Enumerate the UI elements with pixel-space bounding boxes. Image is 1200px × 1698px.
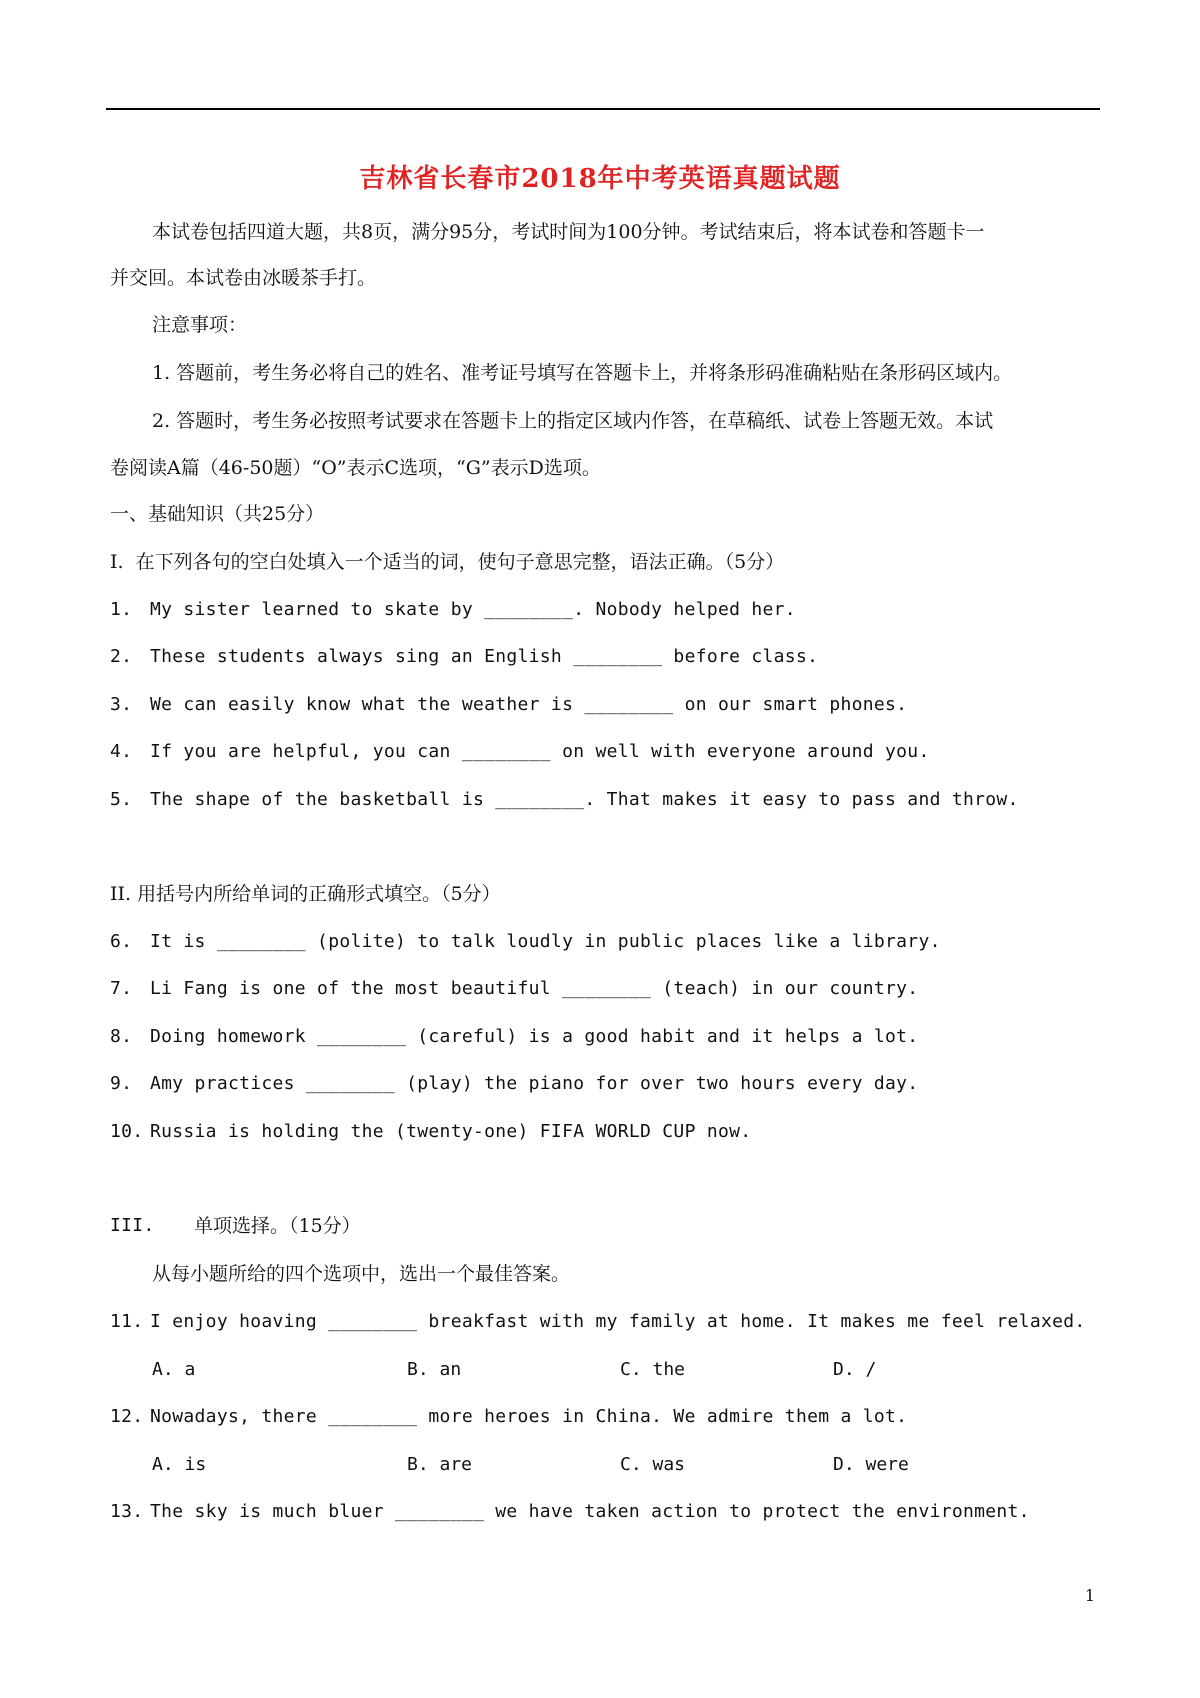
question-number: 3. xyxy=(110,694,133,715)
question-number: 5. xyxy=(110,789,133,810)
question-number: 6. xyxy=(110,931,133,952)
page-title: 吉林省长春市2018年中考英语真题试题 xyxy=(359,164,841,194)
note-2-line-2: 卷阅读A篇（46-50题）“O”表示C选项，“G”表示D选项。 xyxy=(110,457,601,479)
question-number: 8. xyxy=(110,1026,133,1047)
part-iii-heading: 单项选择。（15分） xyxy=(194,1215,361,1237)
question-text: The shape of the basketball is ________. That makes it easy to pass and throw. xyxy=(150,789,1019,810)
question-2 xyxy=(110,643,818,671)
intro-line-1: 本试卷包括四道大题，共8页，满分95分，考试时间为100分钟。考试结束后，将本试卷和答题卡一 xyxy=(152,221,985,243)
intro-line-2: 并交回。本试卷由冰暖茶手打。 xyxy=(110,267,377,289)
question-number: 11. xyxy=(110,1311,144,1332)
question-number: 1. xyxy=(110,599,133,620)
question-7 xyxy=(110,975,918,1003)
note-1: 1. 答题前，考生务必将自己的姓名、准考证号填写在答题卡上，并将条形码准确粘贴在条形码区域内。 xyxy=(152,362,1013,384)
question-11 xyxy=(110,1308,1086,1336)
question-number: 13. xyxy=(110,1501,144,1522)
q12-option-b: B. are xyxy=(407,1454,473,1475)
question-3 xyxy=(110,691,907,719)
q11-option-d: D. / xyxy=(833,1359,877,1380)
question-text: Li Fang is one of the most beautiful ________ (teach) in our country. xyxy=(150,978,919,999)
question-5 xyxy=(110,786,1019,814)
question-number: 9. xyxy=(110,1073,133,1094)
part-iii-label: III. xyxy=(110,1215,155,1236)
question-9 xyxy=(110,1070,918,1098)
question-12 xyxy=(110,1403,907,1431)
question-text: Doing homework ________ (careful) is a good habit and it helps a lot. xyxy=(150,1026,919,1047)
question-number: 2. xyxy=(110,646,133,667)
part-i-heading: I. 在下列各句的空白处填入一个适当的词，使句子意思完整，语法正确。（5分） xyxy=(110,551,785,573)
top-rule xyxy=(106,108,1100,110)
question-text: I enjoy hoaving ________ breakfast with my family at home. It makes me feel relaxed. xyxy=(150,1311,1086,1332)
question-8 xyxy=(110,1023,918,1051)
q12-option-d: D. were xyxy=(833,1454,909,1475)
question-text: Amy practices ________ (play) the piano for over two hours every day. xyxy=(150,1073,919,1094)
question-number: 10. xyxy=(110,1121,144,1142)
question-text: If you are helpful, you can ________ on well with everyone around you. xyxy=(150,741,930,762)
q11-option-c: C. the xyxy=(620,1359,686,1380)
question-6 xyxy=(110,928,941,956)
section-1-heading: 一、基础知识（共25分） xyxy=(110,503,325,525)
part-iii-instruction: 从每小题所给的四个选项中，选出一个最佳答案。 xyxy=(152,1263,571,1285)
question-number: 7. xyxy=(110,978,133,999)
question-text: My sister learned to skate by ________. Nobody helped her. xyxy=(150,599,796,620)
question-text: We can easily know what the weather is ________ on our smart phones. xyxy=(150,694,908,715)
question-13 xyxy=(110,1498,1030,1526)
q12-option-a: A. is xyxy=(152,1454,207,1475)
q11-option-b: B. an xyxy=(407,1359,462,1380)
page-number: 1 xyxy=(1084,1586,1095,1605)
question-text: Nowadays, there ________ more heroes in China. We admire them a lot. xyxy=(150,1406,908,1427)
question-text: Russia is holding the (twenty-one) FIFA WORLD CUP now. xyxy=(150,1121,752,1142)
question-number: 4. xyxy=(110,741,133,762)
note-2-line-1: 2. 答题时，考生务必按照考试要求在答题卡上的指定区域内作答，在草稿纸、试卷上答题无效。本试 xyxy=(152,410,994,432)
question-4 xyxy=(110,738,930,766)
q11-option-a: A. a xyxy=(152,1359,196,1380)
q12-option-c: C. was xyxy=(620,1454,686,1475)
question-text: The sky is much bluer ________ we have taken action to protect the environment. xyxy=(150,1501,1030,1522)
question-text: These students always sing an English ________ before class. xyxy=(150,646,819,667)
question-number: 12. xyxy=(110,1406,144,1427)
part-ii-heading: II. 用括号内所给单词的正确形式填空。（5分） xyxy=(110,883,501,905)
question-1 xyxy=(110,596,796,624)
question-text: It is ________ (polite) to talk loudly in public places like a library. xyxy=(150,931,941,952)
notes-heading: 注意事项： xyxy=(152,314,248,336)
question-10 xyxy=(110,1118,751,1146)
